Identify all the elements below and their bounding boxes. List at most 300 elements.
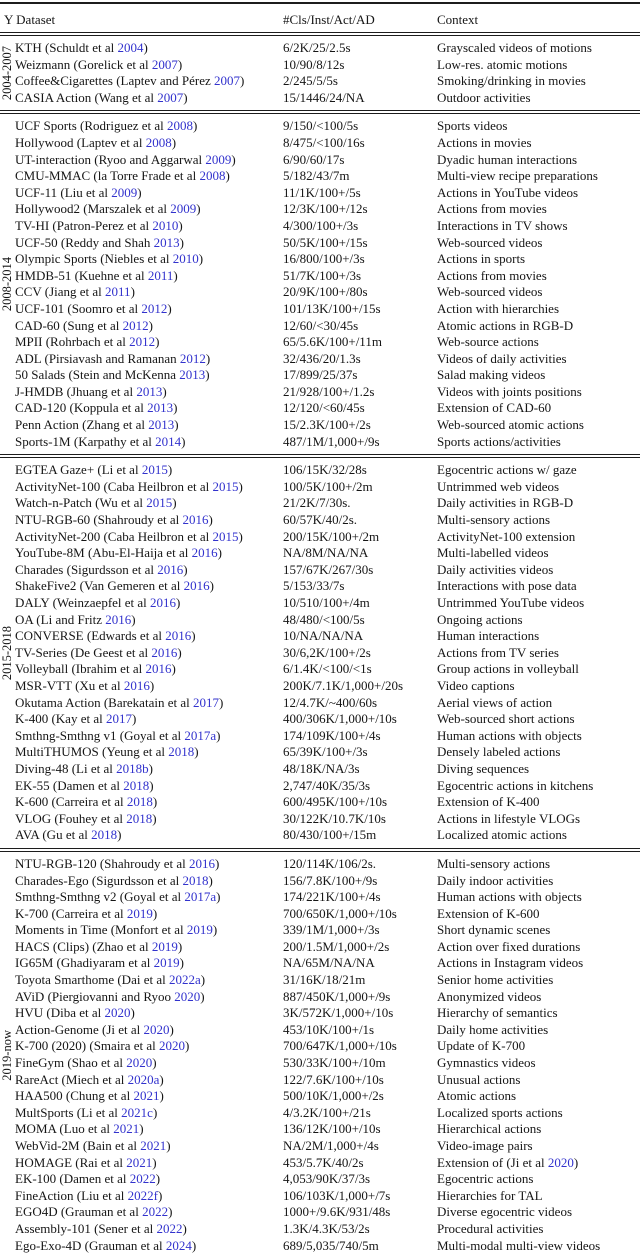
stats-cell: 80/430/100+/15m: [283, 827, 377, 843]
context-cell: [437, 1038, 640, 1055]
dataset-name-cell: [15, 168, 283, 185]
context-text: Video-image pairs: [437, 1138, 533, 1153]
dataset-name-cell: [15, 744, 283, 761]
stats-cell: 101/13K/100+/15s: [283, 300, 381, 316]
citation-year-link[interactable]: 2021: [126, 1154, 153, 1170]
year-group: [0, 852, 640, 1258]
citation-year-link[interactable]: 2016: [182, 512, 209, 528]
citation-year-link[interactable]: 2009: [111, 184, 138, 200]
dataset-name-cell: [15, 495, 283, 512]
citation-year-link[interactable]: 2017: [192, 694, 219, 710]
year-group: [0, 114, 640, 454]
citation-year-link[interactable]: 2021: [140, 1138, 167, 1153]
table-row: [0, 301, 640, 318]
dataset-name-cell: [15, 889, 283, 906]
dataset-name-close: ): [212, 922, 218, 938]
citation-year-link[interactable]: 2013: [136, 383, 163, 399]
context-cell: [437, 1138, 640, 1155]
context-cell: [437, 711, 640, 728]
citation-year-link[interactable]: 2015: [146, 495, 173, 511]
citation-year-link[interactable]: 2016: [145, 661, 172, 677]
table-row: [0, 778, 640, 795]
stats-cell: 21/2K/7/30s.: [283, 495, 351, 511]
stats-cell: 157/67K/267/30s: [283, 561, 374, 577]
context-text: Multi-view recipe preparations: [437, 168, 598, 184]
citation-year-link[interactable]: 2016: [151, 644, 178, 660]
table-row: [0, 434, 640, 451]
table-row: [0, 495, 640, 512]
citation-year-link[interactable]: 2020: [126, 1055, 153, 1071]
context-text: Actions in lifestyle VLOGs: [437, 810, 581, 826]
stats-cell: 9/150/<100/5s: [283, 118, 359, 134]
table-row: [0, 400, 640, 417]
table-row: [0, 1005, 640, 1022]
dataset-name-text: K-600 (Carreira et al: [15, 794, 127, 810]
citation-year-link[interactable]: 2019: [126, 905, 153, 921]
citation-year-link[interactable]: 2008: [145, 134, 172, 150]
citation-year-link[interactable]: 2013: [153, 234, 180, 250]
context-cell: [437, 1171, 640, 1188]
citation-year-link[interactable]: 2017: [105, 711, 132, 727]
stats-cell: 5/153/33/7s: [283, 578, 345, 594]
citation-year-link[interactable]: 2017a: [184, 889, 217, 905]
dataset-name-close: ): [155, 334, 160, 350]
citation-year-link[interactable]: 2015: [212, 528, 239, 544]
context-cell: [437, 334, 640, 351]
table-row: [0, 40, 640, 57]
dataset-name-cell: [15, 711, 283, 728]
dataset-name-text: DALY (Weinzaepfel et al: [15, 595, 151, 610]
context-cell: [437, 811, 640, 828]
citation-year-link[interactable]: 2012: [179, 350, 206, 366]
stats-cell: 1.3K/4.3K/53/2s: [283, 1220, 370, 1236]
citation-year-link[interactable]: 2021: [133, 1088, 160, 1104]
citation-year-link[interactable]: 2016: [189, 855, 216, 871]
citation-year-link[interactable]: 2008: [167, 118, 194, 134]
table-row: [0, 334, 640, 351]
context-text: Densely labeled actions: [437, 744, 561, 760]
dataset-name-close: ): [183, 561, 188, 577]
citation-year-link[interactable]: 2008: [199, 168, 226, 184]
citation-year-link[interactable]: 2022: [156, 1220, 183, 1236]
dataset-name-cell: [15, 1072, 283, 1089]
table-row: [0, 628, 640, 645]
table-row: [0, 201, 640, 218]
dataset-name-close: ): [240, 73, 245, 89]
citation-year-link[interactable]: 2009: [170, 201, 197, 217]
stats-cell: 600/495K/100+/10s: [283, 794, 388, 810]
dataset-name-cell: [15, 661, 283, 678]
table-row: [0, 578, 640, 595]
citation-year-link[interactable]: 2012: [141, 300, 168, 316]
stats-cell: 136/12K/100+/10s: [283, 1121, 381, 1137]
context-text: Senior home activities: [437, 972, 554, 988]
context-text: Diverse egocentric videos: [437, 1204, 573, 1220]
citation-year-link[interactable]: 2018: [126, 794, 153, 810]
dataset-name-close: ): [152, 905, 158, 921]
citation-year-link[interactable]: 2018: [168, 744, 195, 760]
dataset-name-cell: [15, 284, 283, 301]
dataset-name-close: ): [168, 1204, 173, 1220]
citation-year-link[interactable]: 2018: [126, 810, 153, 826]
citation-year-link[interactable]: 2016: [157, 561, 184, 577]
citation-year-link[interactable]: 2016: [165, 628, 192, 644]
citation-year-link[interactable]: 2017a: [184, 727, 217, 743]
context-text: Outdoor activities: [437, 89, 531, 105]
context-cell: [437, 201, 640, 218]
table-row: [0, 761, 640, 778]
context-cell: [437, 1238, 640, 1255]
context-text: Human actions with objects: [437, 727, 582, 743]
citation-year-link[interactable]: 2022f: [127, 1187, 158, 1203]
table-row: [0, 794, 640, 811]
context-text: Interactions in TV shows: [437, 217, 568, 233]
stats-cell: 12/3K/100+/12s: [283, 201, 368, 217]
table-row: [0, 384, 640, 401]
stats-cell: 200/15K/100+/2m: [283, 528, 380, 544]
stats-cell: 65/5.6K/100+/11m: [283, 334, 382, 350]
stats-cell: 453/5.7K/40/2s: [283, 1154, 364, 1170]
table-row: [0, 906, 640, 923]
context-text: Human interactions: [437, 628, 540, 644]
dataset-name-text: Ego-Exo-4D (Grauman et al: [15, 1237, 166, 1253]
citation-year-link[interactable]: 2021c: [121, 1104, 153, 1120]
context-text: Hierarchy of semantics: [437, 1005, 558, 1021]
citation-year-link[interactable]: 2015: [141, 462, 168, 478]
context-cell: [437, 972, 640, 989]
dataset-name-cell: [15, 856, 283, 873]
citation-year-link[interactable]: 2012: [122, 317, 149, 333]
citation-year-link[interactable]: 2009: [205, 151, 232, 167]
citation-year-link[interactable]: 2020: [143, 1021, 170, 1037]
dataset-name-cell: [15, 462, 283, 479]
table-row: [0, 1155, 640, 1172]
stats-cell: 487/1M/1,000+/9s: [283, 433, 380, 449]
dataset-name-text: K-700 (2020) (Smaira et al: [15, 1038, 160, 1054]
dataset-name-text: ActivityNet-100 (Caba Heilbron et al: [15, 478, 213, 494]
dataset-name-cell: [15, 1204, 283, 1221]
context-cell: [437, 318, 640, 335]
context-text: Egocentric actions in kitchens: [437, 777, 594, 793]
dataset-name-cell: [15, 400, 283, 417]
context-cell: [437, 57, 640, 74]
context-cell: [437, 761, 640, 778]
dataset-name-text: ActivityNet-200 (Caba Heilbron et al: [15, 528, 213, 544]
table-row: [0, 512, 640, 529]
dataset-name-text: Assembly-101 (Sener et al: [15, 1220, 157, 1236]
citation-year-link[interactable]: 2013: [148, 417, 175, 433]
year-group-label: 2004-2007: [0, 46, 14, 101]
context-cell: [437, 612, 640, 629]
stats-cell: 50/5K/100+/15s: [283, 234, 368, 250]
context-cell: [437, 73, 640, 90]
context-text: Human actions with objects: [437, 889, 582, 905]
context-text: Multi-sensory actions: [437, 855, 551, 871]
dataset-name-text: EK-100 (Damen et al: [15, 1171, 130, 1187]
table-row: [0, 73, 640, 90]
citation-year-link[interactable]: 2022: [129, 1171, 156, 1187]
citation-year-link[interactable]: 2016: [105, 611, 132, 627]
citation-year-link[interactable]: 2010: [152, 217, 179, 233]
dataset-name-text: Charades-Ego (Sigurdsson et al: [15, 872, 183, 888]
table-row: [0, 955, 640, 972]
context-cell: [437, 595, 640, 612]
citation-year-link[interactable]: 2004: [117, 40, 144, 55]
dataset-name-close: ): [182, 1220, 187, 1236]
dataset-name-text: TV-HI (Patron-Perez et al: [15, 217, 153, 233]
context-text: Multi-labelled videos: [437, 545, 549, 561]
dataset-name-cell: [15, 794, 283, 811]
table-row: [0, 811, 640, 828]
dataset-name-cell: [15, 989, 283, 1006]
dataset-name-close: ): [148, 317, 153, 333]
stats-cell: 689/5,035/740/5m: [283, 1237, 379, 1253]
dataset-name-close: ): [205, 350, 211, 366]
context-text: Egocentric actions w/ gaze: [437, 462, 577, 478]
context-text: ActivityNet-100 extension: [437, 528, 576, 544]
context-cell: [437, 479, 640, 496]
dataset-name-close: ): [218, 694, 224, 710]
dataset-name-cell: [15, 479, 283, 496]
stats-cell: 3K/572K/1,000+/10s: [283, 1005, 394, 1021]
context-cell: [437, 462, 640, 479]
citation-year-link[interactable]: 2013: [147, 400, 174, 416]
context-text: Actions from movies: [437, 201, 547, 217]
dataset-name-cell: [15, 73, 283, 90]
context-cell: [437, 922, 640, 939]
dataset-name-text: UCF-11 (Liu et al: [15, 184, 112, 200]
dataset-name-cell: [15, 1221, 283, 1238]
citation-year-link[interactable]: 2016: [191, 545, 218, 561]
citation-year-link[interactable]: 2007: [214, 73, 241, 89]
context-cell: [437, 1105, 640, 1122]
stats-cell: 2,747/40K/35/3s: [283, 777, 371, 793]
table-header-row: [0, 4, 640, 32]
stats-cell: 174/221K/100+/4s: [283, 889, 381, 905]
stats-cell: 12/4.7K/~400/60s: [283, 694, 378, 710]
dataset-name-close: ): [200, 972, 206, 988]
table-row: [0, 1121, 640, 1138]
stats-cell: 530/33K/100+/10m: [283, 1055, 386, 1071]
citation-year-link[interactable]: 2020a: [127, 1071, 160, 1087]
dataset-name-cell: [15, 90, 283, 107]
context-cell: [437, 778, 640, 795]
citation-year-link[interactable]: 2007: [157, 89, 184, 105]
dataset-name-close: ): [157, 1187, 163, 1203]
citation-year-link[interactable]: 2020: [174, 988, 201, 1004]
context-text: Diving sequences: [437, 760, 530, 776]
dataset-name-cell: [15, 939, 283, 956]
context-cell: [437, 168, 640, 185]
context-text: Web-source actions: [437, 334, 539, 350]
citation-year-link[interactable]: 2019: [186, 922, 213, 938]
context-cell: [437, 268, 640, 285]
year-group-label: 2008-2014: [0, 257, 14, 312]
citation-year-link[interactable]: 2022a: [168, 972, 201, 988]
context-cell: [437, 1221, 640, 1238]
context-text: Web-sourced short actions: [437, 711, 575, 727]
context-text: Group actions in volleyball: [437, 661, 579, 677]
context-text: Actions in movies: [437, 134, 532, 150]
dataset-name-close: ): [149, 677, 155, 693]
dataset-name-text: EK-55 (Damen et al: [15, 777, 124, 793]
table-row: [0, 1188, 640, 1205]
dataset-name-close: ): [181, 433, 186, 449]
dataset-name-text: CASIA Action (Wang et al: [15, 89, 158, 105]
dataset-name-close: ): [143, 40, 148, 55]
dataset-name-close: ): [208, 512, 213, 528]
citation-year-link[interactable]: 2020: [159, 1038, 186, 1054]
dataset-name-close: ): [200, 988, 205, 1004]
citation-year-link[interactable]: 2020: [104, 1005, 131, 1021]
citation-year-link[interactable]: 2016: [183, 578, 210, 594]
table-row: [0, 612, 640, 629]
dataset-name-text: HMDB-51 (Kuehne et al: [15, 267, 148, 283]
dataset-name-text: CAD-120 (Koppula et al: [15, 400, 148, 416]
dataset-name-close: ): [198, 251, 204, 267]
citation-year-link[interactable]: 2018: [91, 827, 118, 843]
dataset-name-text: Moments in Time (Monfort et al: [15, 922, 187, 938]
citation-year-link[interactable]: 2022: [142, 1204, 169, 1220]
citation-year-link[interactable]: 2010: [172, 251, 199, 267]
year-group-gutter: [0, 114, 15, 454]
dataset-name-close: ): [162, 383, 167, 399]
citation-year-link[interactable]: 2019: [153, 955, 180, 971]
dataset-name-cell: [15, 545, 283, 562]
year-group-gutter: [0, 36, 15, 110]
context-cell: [437, 400, 640, 417]
context-text: Videos with joints positions: [437, 383, 582, 399]
table-row: [0, 318, 640, 335]
dataset-name-close: ): [196, 201, 201, 217]
year-group-gutter: [0, 458, 15, 848]
stats-cell: 100/5K/100+/2m: [283, 478, 373, 494]
table-row: [0, 972, 640, 989]
dataset-name-text: Smthng-Smthng v1 (Goyal et al: [15, 727, 185, 743]
dataset-name-cell: [15, 417, 283, 434]
dataset-name-cell: [15, 301, 283, 318]
stats-cell: 2/245/5/5s: [283, 73, 338, 89]
dataset-name-cell: [15, 562, 283, 579]
table-row: [0, 479, 640, 496]
dataset-name-cell: [15, 761, 283, 778]
context-cell: [437, 135, 640, 152]
context-cell: [437, 1188, 640, 1205]
dataset-name-close: ): [167, 462, 173, 478]
context-cell: [437, 661, 640, 678]
table-row: [0, 529, 640, 546]
dataset-name-text: HVU (Diba et al: [15, 1005, 105, 1021]
citation-year-link[interactable]: 2019: [151, 938, 178, 954]
citation-year-link[interactable]: 2018: [123, 777, 150, 793]
stats-cell: NA/65M/NA/NA: [283, 955, 375, 971]
dataset-name-cell: [15, 201, 283, 218]
citation-year-link[interactable]: 2007: [151, 56, 178, 72]
table-row: [0, 417, 640, 434]
context-cell: [437, 529, 640, 546]
citation-year-link[interactable]: 2016: [123, 677, 150, 693]
dataset-name-cell: [15, 1238, 283, 1255]
dataset-name-close: ): [217, 545, 222, 561]
context-text: Procedural activities: [437, 1220, 544, 1236]
dataset-name-text: CAD-60 (Sung et al: [15, 317, 123, 333]
citation-year-link[interactable]: 2024: [165, 1237, 192, 1253]
context-text: Update of K-700: [437, 1038, 526, 1054]
dataset-name-text: UCF-101 (Soomro et al: [15, 300, 142, 316]
dataset-name-text: J-HMDB (Jhuang et al: [15, 383, 137, 399]
dataset-name-cell: [15, 512, 283, 529]
citation-year-link[interactable]: 2013: [179, 367, 206, 383]
citation-year-link[interactable]: 2021: [113, 1121, 140, 1137]
dataset-name-text: AVA (Gu et al: [15, 827, 92, 843]
context-text: Aerial views of action: [437, 694, 553, 710]
dataset-name-text: ADL (Pirsiavash and Ramanan: [15, 350, 180, 366]
table-row: [0, 744, 640, 761]
context-text: Actions in sports: [437, 251, 526, 267]
context-text: Localized sports actions: [437, 1104, 563, 1120]
citation-year-link[interactable]: 2011: [147, 267, 174, 283]
context-text: Sports videos: [437, 118, 508, 134]
table-row: [0, 545, 640, 562]
stats-cell: 700/650K/1,000+/10s: [283, 905, 397, 921]
citation-year-link[interactable]: 2012: [129, 334, 156, 350]
context-text: Low-res. atomic motions: [437, 56, 568, 72]
dataset-name-cell: [15, 678, 283, 695]
citation-year-link[interactable]: 2016: [150, 595, 177, 610]
table-row: [0, 1105, 640, 1122]
table-row: [0, 989, 640, 1006]
stats-cell: 500/10K/1,000+/2s: [283, 1088, 384, 1104]
dataset-name-close: ): [171, 661, 176, 677]
context-cell: [437, 678, 640, 695]
stats-cell: 15/2.3K/100+/2s: [283, 417, 371, 433]
dataset-name-close: ): [216, 727, 221, 743]
dataset-name-close: ): [155, 1171, 161, 1187]
context-text: Video captions: [437, 677, 515, 693]
citation-year-link[interactable]: 2011: [105, 284, 131, 300]
context-text: Extension of CAD-60: [437, 400, 552, 416]
dataset-name-text: Volleyball (Ibrahim et al: [15, 661, 146, 677]
dataset-name-cell: [15, 778, 283, 795]
dataset-name-close: ): [131, 611, 136, 627]
dataset-name-text: HAA500 (Chung et al: [15, 1088, 134, 1104]
citation-year-link[interactable]: 2020: [547, 1154, 574, 1170]
table-row: [0, 185, 640, 202]
context-text: Salad making videos: [437, 367, 546, 383]
dataset-name-close: ): [205, 367, 210, 383]
citation-year-link[interactable]: 2015: [212, 478, 239, 494]
citation-year-link[interactable]: 2018b: [116, 760, 149, 776]
dataset-name-cell: [15, 434, 283, 451]
dataset-name-text: UCF Sports (Rodriguez et al: [15, 118, 168, 134]
stats-cell: 51/7K/100+/3s: [283, 267, 362, 283]
dataset-name-text: RareAct (Miech et al: [15, 1071, 128, 1087]
context-text: Untrimmed YouTube videos: [437, 595, 585, 610]
citation-year-link[interactable]: 2014: [155, 433, 182, 449]
dataset-name-cell: [15, 595, 283, 612]
year-group-label: 2015-2018: [0, 625, 14, 681]
context-cell: [437, 384, 640, 401]
dataset-name-text: EGO4D (Grauman et al: [15, 1204, 143, 1220]
dataset-name-close: ): [130, 284, 135, 300]
citation-year-link[interactable]: 2018: [182, 872, 209, 888]
stats-cell: 21/928/100+/1.2s: [283, 383, 375, 399]
table-row: [0, 922, 640, 939]
context-cell: [437, 185, 640, 202]
dataset-name-text: Charades (Sigurdsson et al: [15, 561, 158, 577]
table-row: [0, 1138, 640, 1155]
dataset-name-text: NTU-RGB-60 (Shahroudy et al: [15, 512, 183, 528]
